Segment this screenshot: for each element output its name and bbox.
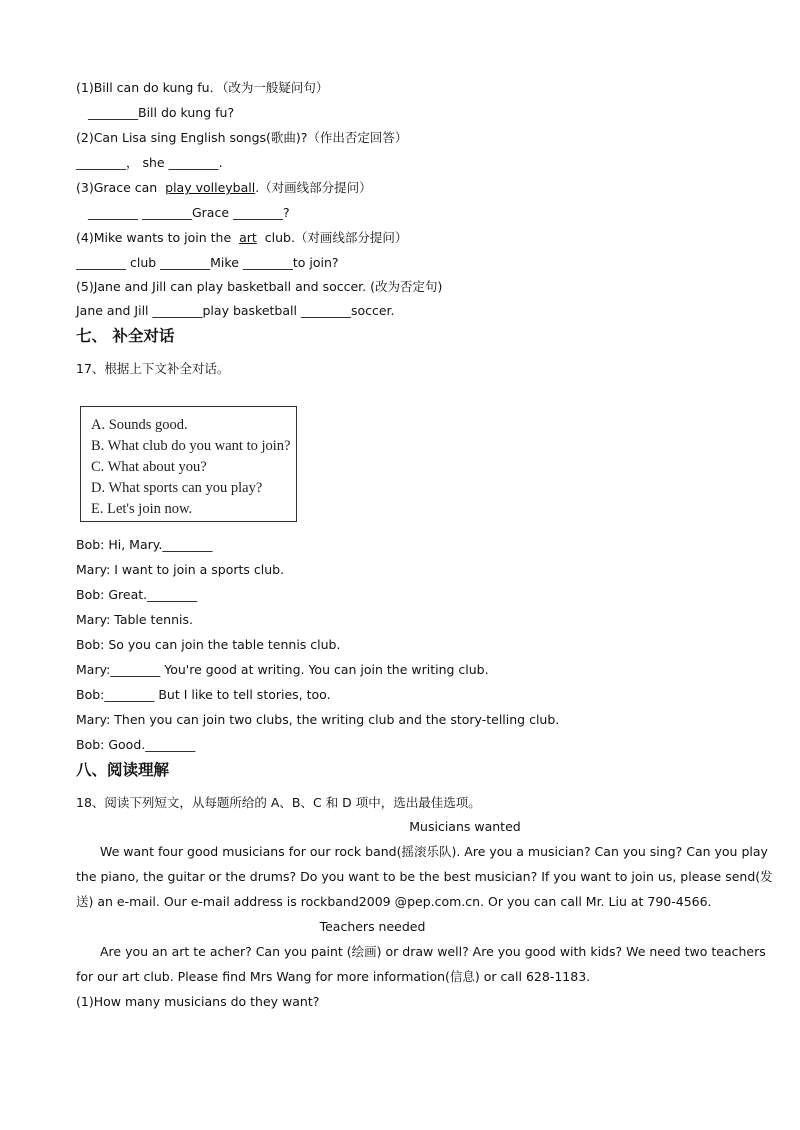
question-4-suffix: club.（对画线部分提问） bbox=[256, 230, 408, 245]
question-3-blank: ________ ________Grace ________? bbox=[88, 205, 290, 220]
question-4-prefix: (4)Mike wants to join the bbox=[76, 230, 240, 245]
reading-question-1: (1)How many musicians do they want? bbox=[76, 994, 320, 1009]
dialogue-line: Bob: Good.________ bbox=[76, 737, 196, 752]
options-box bbox=[80, 406, 297, 522]
question-1: (1)Bill can do kung fu．（改为一般疑问句） bbox=[76, 80, 329, 95]
question-4-underlined: art bbox=[239, 230, 257, 245]
question-5-blank: Jane and Jill ________play basketball ________soccer. bbox=[76, 303, 395, 318]
question-1-blank: ________Bill do kung fu? bbox=[88, 105, 235, 120]
dialogue-line: Bob: Great.________ bbox=[76, 587, 198, 602]
option-d: D. What sports can you play? bbox=[91, 480, 263, 496]
question-2-blank: ________， she ________. bbox=[76, 155, 223, 170]
passage-2-title: Teachers needed bbox=[319, 919, 426, 934]
dialogue-line: Bob: Hi, Mary.________ bbox=[76, 537, 213, 552]
option-c: C. What about you? bbox=[91, 459, 207, 475]
section-8-instruction: 18、阅读下列短文，从每题所给的 A、B、C 和 D 项中，选出最佳选项。 bbox=[76, 795, 481, 810]
question-4 bbox=[76, 230, 407, 246]
section-7-heading: 七、 补全对话 bbox=[76, 327, 175, 345]
question-5: (5)Jane and Jill can play basketball and soccer. (改为否定句) bbox=[76, 279, 443, 294]
dialogue-line: Mary:________ You're good at writing. You can join the writing club. bbox=[76, 662, 489, 677]
question-2: (2)Can Lisa sing English songs(歌曲)?（作出否定回答） bbox=[76, 130, 408, 145]
question-4-blank: ________ club ________Mike ________to join? bbox=[76, 255, 339, 270]
section-7-instruction: 17、根据上下文补全对话。 bbox=[76, 361, 230, 376]
dialogue-line: Mary: I want to join a sports club. bbox=[76, 562, 285, 577]
option-e: E. Let's join now. bbox=[91, 501, 193, 517]
dialogue-line: Mary: Table tennis. bbox=[76, 612, 193, 627]
option-a: A. Sounds good. bbox=[91, 417, 188, 433]
passage-1-line: the piano, the guitar or the drums? Do you want to be the best musician? If you want to join us, please send(发 bbox=[76, 869, 773, 884]
option-b: B. What club do you want to join? bbox=[91, 438, 291, 454]
question-3-prefix: (3)Grace can bbox=[76, 180, 166, 195]
dialogue-line: Mary: Then you can join two clubs, the writing club and the story-telling club. bbox=[76, 712, 560, 727]
passage-2-line: Are you an art te acher? Can you paint (绘画) or draw well? Are you good with kids? We need two teachers bbox=[100, 944, 766, 959]
dialogue-line: Bob:________ But I like to tell stories, too. bbox=[76, 687, 331, 702]
question-3-underlined: play volleyball bbox=[165, 180, 256, 195]
section-8-heading: 八、阅读理解 bbox=[76, 761, 170, 779]
passage-1-title: Musicians wanted bbox=[409, 819, 521, 834]
question-3-suffix: .（对画线部分提问） bbox=[255, 180, 372, 195]
passage-1-line: 送) an e-mail. Our e-mail address is rockband2009 @pep.com.cn. Or you can call Mr. Liu at 790-4566. bbox=[76, 894, 712, 909]
dialogue-line: Bob: So you can join the table tennis club. bbox=[76, 637, 341, 652]
question-3 bbox=[76, 180, 372, 196]
passage-2-line: for our art club. Please find Mrs Wang for more information(信息) or call 628-1183. bbox=[76, 969, 591, 984]
passage-1-line: We want four good musicians for our rock band(摇滚乐队). Are you a musician? Can you sing? Can you play bbox=[100, 844, 768, 859]
